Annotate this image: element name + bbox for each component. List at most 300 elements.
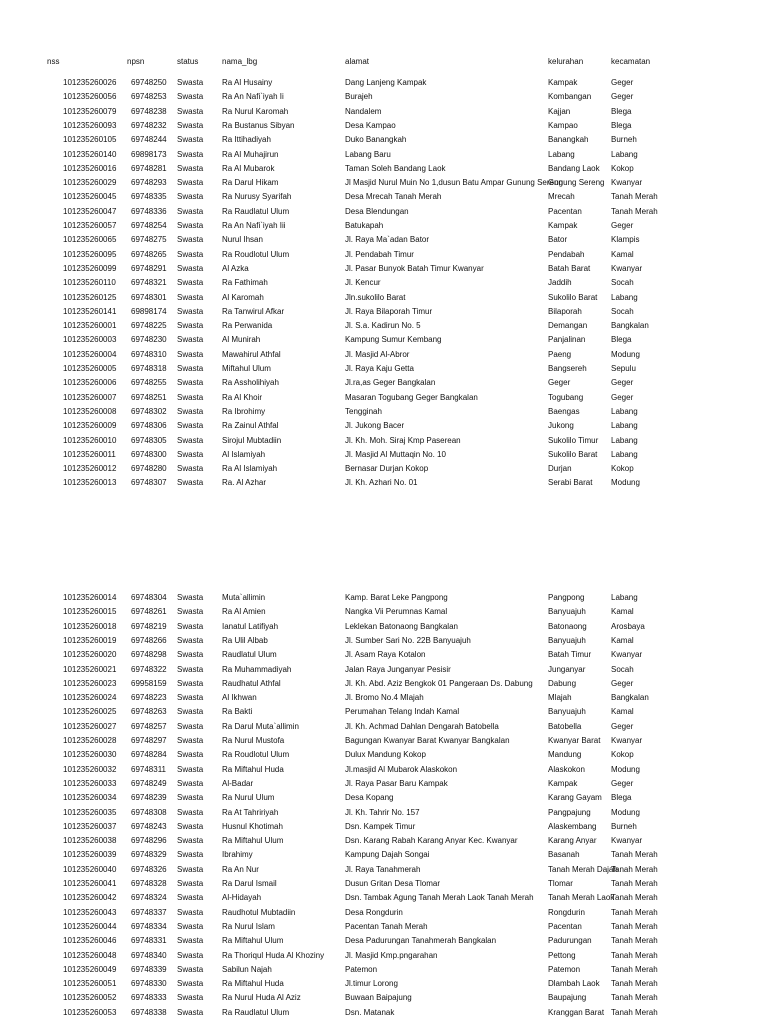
cell-alamat: Jl. Raya Kaju Getta <box>345 364 414 373</box>
table-row <box>0 620 768 634</box>
cell-kecamatan: Geger <box>611 778 634 788</box>
cell-kecamatan: Kamal <box>611 607 634 617</box>
cell-npsn: 69748255 <box>131 378 167 388</box>
cell-status: Swasta <box>177 92 204 102</box>
cell-npsn: 69748304 <box>131 593 167 602</box>
cell-npsn: 69748263 <box>131 707 167 717</box>
cell-alamat: Jl. Jukong Bacer <box>345 421 405 431</box>
cell-kelurahan: Junganyar <box>548 664 586 674</box>
cell-kecamatan: Labang <box>611 149 638 159</box>
cell-nama-lbg: Al Ikhwan <box>222 693 257 703</box>
table-row <box>0 405 768 419</box>
cell-alamat: Perumahan Telang Indah Kamal <box>345 707 460 717</box>
table-row <box>0 820 768 834</box>
cell-alamat: Duko Banangkah <box>345 135 407 145</box>
table-row <box>0 591 768 605</box>
cell-nama-lbg: Ra Ittihadiyah <box>222 135 271 145</box>
cell-status: Swasta <box>177 893 204 903</box>
cell-alamat: Jl.masjid Al Mubarok Alaskokon <box>345 764 458 774</box>
cell-nama-lbg: Raudhotul Mubtadiin <box>222 907 296 917</box>
cell-kecamatan: Tanah Merah <box>611 993 658 1003</box>
header-nss: nss <box>47 57 60 66</box>
cell-status: Swasta <box>177 964 204 974</box>
cell-kelurahan: Batobella <box>548 721 582 731</box>
cell-status: Swasta <box>177 607 204 617</box>
cell-nama-lbg: Ra Raudlatul Ulum <box>222 1007 290 1017</box>
cell-alamat: Jl. Kh. Achmad Dahlan Dengarah Batobella <box>345 721 499 731</box>
cell-status: Swasta <box>177 106 204 116</box>
cell-status: Swasta <box>177 979 204 989</box>
table-row <box>0 76 768 90</box>
header-npsn: npsn <box>127 57 145 66</box>
cell-kecamatan: Socah <box>611 664 634 674</box>
cell-kelurahan: Kampak <box>548 78 578 87</box>
cell-kelurahan: Patemon <box>548 964 581 974</box>
cell-status: Swasta <box>177 278 204 288</box>
cell-npsn: 69748324 <box>131 893 167 903</box>
table-row <box>0 376 768 390</box>
cell-kecamatan: Modung <box>611 807 640 817</box>
cell-status: Swasta <box>177 836 204 846</box>
cell-nama-lbg: Ra Miftahul Huda <box>222 979 284 989</box>
table-row <box>0 691 768 705</box>
cell-alamat: Nandalem <box>345 106 382 116</box>
cell-status: Swasta <box>177 707 204 717</box>
cell-kelurahan: Bangsereh <box>548 364 587 373</box>
cell-alamat: Patemon <box>345 964 378 974</box>
header-nama-lbg: nama_lbg <box>222 57 258 66</box>
cell-nss: 101235260049 <box>63 964 117 974</box>
cell-status: Swasta <box>177 221 204 230</box>
cell-alamat: Jl. Kh. Abd. Aziz Bengkok 01 Pangeraan Ds. Dabung <box>345 678 533 688</box>
cell-nama-lbg: Ra Assholihiyah <box>222 378 279 388</box>
cell-status: Swasta <box>177 392 204 402</box>
cell-status: Swasta <box>177 936 204 946</box>
table-row <box>0 419 768 433</box>
table-row <box>0 205 768 219</box>
table-row <box>0 906 768 920</box>
cell-npsn: 69748310 <box>131 349 167 359</box>
cell-nss: 101235260005 <box>63 364 117 373</box>
cell-status: Swasta <box>177 163 204 173</box>
cell-nss: 101235260110 <box>63 278 116 288</box>
cell-nss: 101235260020 <box>63 650 117 660</box>
cell-nss: 101235260039 <box>63 850 117 860</box>
cell-kelurahan: Durjan <box>548 464 572 474</box>
cell-status: Swasta <box>177 635 204 645</box>
table-row <box>0 763 768 777</box>
cell-alamat: Kampung Sumur Kembang <box>345 335 442 345</box>
cell-alamat: Desa Kopang <box>345 793 394 803</box>
cell-nss: 101235260004 <box>63 349 117 359</box>
cell-kelurahan: Alaskokon <box>548 764 585 774</box>
cell-kecamatan: Geger <box>611 678 634 688</box>
cell-nss: 101235260065 <box>63 235 117 245</box>
cell-npsn: 69748333 <box>131 993 167 1003</box>
cell-kelurahan: Sukolilo Barat <box>548 292 598 302</box>
cell-nama-lbg: Al-Hidayah <box>222 893 262 903</box>
cell-alamat: Masaran Togubang Geger Bangkalan <box>345 392 478 402</box>
cell-npsn: 69748308 <box>131 807 167 817</box>
table-row <box>0 920 768 934</box>
cell-alamat: Jl. S.a. Kadirun No. 5 <box>345 321 421 331</box>
cell-kecamatan: Tanah Merah <box>611 893 658 903</box>
cell-status: Swasta <box>177 921 204 931</box>
cell-kecamatan: Tanah Merah <box>611 864 658 874</box>
cell-nama-lbg: Ra Zainul Athfal <box>222 421 279 431</box>
cell-npsn: 69748254 <box>131 221 167 230</box>
cell-alamat: Jl. Raya Ma`adan Bator <box>345 235 430 245</box>
table-row <box>0 90 768 104</box>
cell-kelurahan: Padurungan <box>548 936 592 946</box>
cell-kecamatan: Tanah Merah <box>611 936 658 946</box>
cell-npsn: 69748338 <box>131 1007 167 1017</box>
cell-nama-lbg: Ra Nurul Ulum <box>222 793 275 803</box>
cell-npsn: 69748238 <box>131 106 167 116</box>
cell-nss: 101235260040 <box>63 864 117 874</box>
cell-kecamatan: Klampis <box>611 235 640 245</box>
cell-status: Swasta <box>177 750 204 760</box>
cell-alamat: Jl. Pendabah Timur <box>345 249 414 259</box>
cell-status: Swasta <box>177 693 204 703</box>
cell-nama-lbg: Ra Miftahul Huda <box>222 764 284 774</box>
table-row <box>0 748 768 762</box>
cell-npsn: 69748328 <box>131 879 167 888</box>
table-row <box>0 333 768 347</box>
cell-npsn: 69748251 <box>131 392 167 402</box>
cell-npsn: 69748257 <box>131 721 167 731</box>
cell-npsn: 69748265 <box>131 249 167 259</box>
cell-alamat: Kampung Dajah Songai <box>345 850 430 860</box>
cell-nama-lbg: Husnul Khotimah <box>222 821 283 831</box>
cell-nama-lbg: Ra Tanwirul Afkar <box>222 306 285 316</box>
cell-kecamatan: Kokop <box>611 464 634 474</box>
cell-kelurahan: Kampao <box>548 120 578 130</box>
cell-nss: 101235260057 <box>63 221 117 230</box>
cell-status: Swasta <box>177 621 204 631</box>
table-row <box>0 233 768 247</box>
table-row <box>0 1006 768 1020</box>
cell-nss: 101235260006 <box>63 378 117 388</box>
cell-alamat: Jl. Raya Pasar Baru Kampak <box>345 778 448 788</box>
cell-nss: 101235260140 <box>63 149 117 159</box>
cell-nama-lbg: Ra Roudlotul Ulum <box>222 750 290 760</box>
cell-nss: 101235260125 <box>63 292 117 302</box>
cell-nama-lbg: Ra Miftahul Ulum <box>222 836 284 846</box>
cell-alamat: Jl. Kh. Azhari No. 01 <box>345 478 418 488</box>
cell-alamat: Jln.sukolilo Barat <box>345 292 406 302</box>
cell-npsn: 69748305 <box>131 435 167 445</box>
cell-kecamatan: Tanah Merah <box>611 979 658 989</box>
cell-nss: 101235260021 <box>63 664 117 674</box>
cell-kecamatan: Tanah Merah <box>611 879 658 888</box>
table-row <box>0 877 768 891</box>
cell-npsn: 69748340 <box>131 950 167 960</box>
cell-kelurahan: Paeng <box>548 349 572 359</box>
cell-kelurahan: Kampak <box>548 778 578 788</box>
cell-nss: 101235260042 <box>63 893 117 903</box>
cell-alamat: Jl Masjid Nurul Muin No 1,dusun Batu Ampar Gunung Sereng <box>345 178 563 188</box>
cell-nama-lbg: Al Azka <box>222 263 249 273</box>
cell-nss: 101235260041 <box>63 879 117 888</box>
cell-status: Swasta <box>177 335 204 345</box>
cell-status: Swasta <box>177 263 204 273</box>
cell-alamat: Dsn. Karang Rabah Karang Anyar Kec. Kwanyar <box>345 836 518 846</box>
cell-nama-lbg: Ra An Nafi`iyah Ii <box>222 92 284 102</box>
cell-kecamatan: Kamal <box>611 249 634 259</box>
cell-nama-lbg: Ra Raudlatul Ulum <box>222 206 290 216</box>
cell-nama-lbg: Ra Al Mubarok <box>222 163 275 173</box>
table-row <box>0 949 768 963</box>
cell-nss: 101235260016 <box>63 163 117 173</box>
table-row <box>0 977 768 991</box>
cell-kecamatan: Tanah Merah <box>611 950 658 960</box>
cell-kecamatan: Geger <box>611 378 634 388</box>
table-row <box>0 934 768 948</box>
cell-status: Swasta <box>177 149 204 159</box>
cell-kecamatan: Bangkalan <box>611 693 649 703</box>
cell-npsn: 69748232 <box>131 120 167 130</box>
cell-kecamatan: Geger <box>611 392 634 402</box>
cell-npsn: 69748293 <box>131 178 167 188</box>
cell-kelurahan: Karang Anyar <box>548 836 597 846</box>
cell-nss: 101235260052 <box>63 993 117 1003</box>
cell-nama-lbg: Ra Nurul Islam <box>222 921 275 931</box>
table-row <box>0 720 768 734</box>
cell-kelurahan: Togubang <box>548 392 584 402</box>
cell-nama-lbg: Mawahirul Athfal <box>222 349 281 359</box>
cell-kecamatan: Labang <box>611 292 638 302</box>
cell-nss: 101235260051 <box>63 979 117 989</box>
cell-nama-lbg: Al Munirah <box>222 335 261 345</box>
table-row <box>0 863 768 877</box>
cell-kecamatan: Modung <box>611 349 640 359</box>
cell-nama-lbg: Ra Miftahul Ulum <box>222 936 284 946</box>
cell-nss: 101235260003 <box>63 335 117 345</box>
cell-status: Swasta <box>177 778 204 788</box>
cell-kelurahan: Tlomar <box>548 879 573 888</box>
cell-kecamatan: Tanah Merah <box>611 206 658 216</box>
cell-npsn: 69748291 <box>131 263 167 273</box>
cell-status: Swasta <box>177 879 204 888</box>
cell-status: Swasta <box>177 950 204 960</box>
cell-kelurahan: Bilaporah <box>548 306 582 316</box>
cell-nama-lbg: Raudlatul Ulum <box>222 650 277 660</box>
cell-nss: 101235260009 <box>63 421 117 431</box>
cell-nama-lbg: Ra Nurul Karomah <box>222 106 289 116</box>
cell-npsn: 69748326 <box>131 864 167 874</box>
cell-alamat: Jl. Kh. Moh. Siraj Kmp Paserean <box>345 435 461 445</box>
cell-kelurahan: Tanah Merah Laok <box>548 893 615 903</box>
table-row <box>0 448 768 462</box>
table-row <box>0 276 768 290</box>
cell-kelurahan: Basanah <box>548 850 580 860</box>
cell-alamat: Taman Soleh Bandang Laok <box>345 163 446 173</box>
cell-status: Swasta <box>177 306 204 316</box>
cell-nss: 101235260015 <box>63 607 117 617</box>
cell-alamat: Dang Lanjeng Kampak <box>345 78 427 87</box>
cell-kelurahan: Baupajung <box>548 993 587 1003</box>
cell-status: Swasta <box>177 206 204 216</box>
cell-npsn: 69748239 <box>131 793 167 803</box>
cell-status: Swasta <box>177 235 204 245</box>
cell-status: Swasta <box>177 421 204 431</box>
cell-kecamatan: Blega <box>611 106 632 116</box>
cell-nss: 101235260099 <box>63 263 117 273</box>
cell-status: Swasta <box>177 1007 204 1017</box>
cell-nss: 101235260029 <box>63 178 117 188</box>
cell-kelurahan: Mrecah <box>548 192 575 202</box>
cell-alamat: Desa Blendungan <box>345 206 409 216</box>
cell-nss: 101235260038 <box>63 836 117 846</box>
cell-alamat: Burajeh <box>345 92 373 102</box>
cell-status: Swasta <box>177 993 204 1003</box>
cell-nss: 101235260053 <box>63 1007 117 1017</box>
cell-kecamatan: Labang <box>611 593 638 602</box>
cell-npsn: 69748280 <box>131 464 167 474</box>
cell-nss: 101235260105 <box>63 135 117 145</box>
cell-npsn: 69748334 <box>131 921 167 931</box>
table-row <box>0 319 768 333</box>
cell-alamat: Kamp. Barat Leke Pangpong <box>345 593 448 602</box>
table-row <box>0 734 768 748</box>
cell-nss: 101235260011 <box>63 449 116 459</box>
table-row <box>0 891 768 905</box>
cell-npsn: 69748298 <box>131 650 167 660</box>
cell-npsn: 69748253 <box>131 92 167 102</box>
cell-alamat: Bagungan Kwanyar Barat Kwanyar Bangkalan <box>345 736 510 745</box>
cell-alamat: Tengginah <box>345 406 382 416</box>
cell-nss: 101235260012 <box>63 464 117 474</box>
table-row <box>0 305 768 319</box>
cell-status: Swasta <box>177 664 204 674</box>
cell-status: Swasta <box>177 593 204 602</box>
cell-npsn: 69748296 <box>131 836 167 846</box>
cell-nss: 101235260046 <box>63 936 117 946</box>
cell-alamat: Jl. Sumber Sari No. 22B Banyuajuh <box>345 635 471 645</box>
cell-kelurahan: Pendabah <box>548 249 585 259</box>
cell-npsn: 69748307 <box>131 478 167 488</box>
cell-kelurahan: Banyuajuh <box>548 635 586 645</box>
cell-kecamatan: Blega <box>611 120 632 130</box>
cell-nss: 101235260048 <box>63 950 117 960</box>
cell-kecamatan: Tanah Merah <box>611 964 658 974</box>
cell-nss: 101235260079 <box>63 106 117 116</box>
cell-kecamatan: Tanah Merah <box>611 921 658 931</box>
cell-alamat: Jl. Masjid Al-Abror <box>345 349 410 359</box>
table-row <box>0 248 768 262</box>
cell-npsn: 69748249 <box>131 778 167 788</box>
cell-kecamatan: Geger <box>611 221 634 230</box>
cell-alamat: Batukapah <box>345 221 384 230</box>
cell-alamat: Jl. Asam Raya Kotalon <box>345 650 426 660</box>
cell-npsn: 69748284 <box>131 750 167 760</box>
table-row <box>0 476 768 490</box>
cell-nama-lbg: Ra Bakti <box>222 707 253 717</box>
table-row <box>0 133 768 147</box>
cell-kelurahan: Dlambah Laok <box>548 979 600 989</box>
cell-npsn: 69748266 <box>131 635 167 645</box>
cell-kelurahan: Gunung Sereng <box>548 178 605 188</box>
cell-kelurahan: Dabung <box>548 678 577 688</box>
cell-alamat: Desa Kampao <box>345 120 396 130</box>
cell-status: Swasta <box>177 821 204 831</box>
cell-npsn: 69748225 <box>131 321 167 331</box>
table-row <box>0 176 768 190</box>
header-kecamatan: kecamatan <box>611 57 651 66</box>
cell-kelurahan: Mandung <box>548 750 582 760</box>
cell-nss: 101235260025 <box>63 707 117 717</box>
cell-npsn: 69898173 <box>131 149 167 159</box>
cell-nama-lbg: Ra At Tahririyah <box>222 807 279 817</box>
cell-nss: 101235260024 <box>63 693 117 703</box>
cell-kecamatan: Burneh <box>611 135 637 145</box>
cell-alamat: Jl. Raya Tanahmerah <box>345 864 421 874</box>
header-row <box>0 55 768 69</box>
cell-status: Swasta <box>177 449 204 459</box>
cell-kecamatan: Geger <box>611 78 634 87</box>
table-row <box>0 190 768 204</box>
cell-kelurahan: Kwanyar Barat <box>548 736 601 745</box>
cell-npsn: 69748230 <box>131 335 167 345</box>
cell-nss: 101235260032 <box>63 764 117 774</box>
cell-nama-lbg: Sabilun Najah <box>222 964 272 974</box>
cell-npsn: 69748322 <box>131 664 167 674</box>
cell-alamat: Leklekan Batonaong Bangkalan <box>345 621 458 631</box>
cell-alamat: Jl.ra,as Geger Bangkalan <box>345 378 436 388</box>
cell-nss: 101235260013 <box>63 478 117 488</box>
cell-alamat: Dulux Mandung Kokop <box>345 750 426 760</box>
cell-npsn: 69748223 <box>131 693 167 703</box>
cell-kelurahan: Pacentan <box>548 921 582 931</box>
table-row <box>0 391 768 405</box>
cell-kelurahan: Rongdurin <box>548 907 585 917</box>
cell-npsn: 69748335 <box>131 192 167 202</box>
cell-kecamatan: Tanah Merah <box>611 850 658 860</box>
cell-nama-lbg: Ra Muhammadiyah <box>222 664 292 674</box>
cell-kecamatan: Socah <box>611 306 634 316</box>
cell-status: Swasta <box>177 364 204 373</box>
cell-nama-lbg: Al-Badar <box>222 778 254 788</box>
cell-nss: 101235260093 <box>63 120 117 130</box>
cell-kelurahan: Baengas <box>548 406 580 416</box>
cell-status: Swasta <box>177 721 204 731</box>
table-row <box>0 777 768 791</box>
cell-nss: 101235260001 <box>63 321 117 331</box>
table-row <box>0 634 768 648</box>
cell-npsn: 69748261 <box>131 607 167 617</box>
cell-kecamatan: Blega <box>611 335 632 345</box>
cell-kecamatan: Kwanyar <box>611 836 643 846</box>
cell-alamat: Dsn. Tambak Agung Tanah Merah Laok Tanah Merah <box>345 893 534 903</box>
cell-nss: 101235260008 <box>63 406 117 416</box>
cell-kelurahan: Pangpong <box>548 593 585 602</box>
cell-kecamatan: Labang <box>611 449 638 459</box>
cell-kelurahan: Tanah Merah Dajah <box>548 864 618 874</box>
cell-kecamatan: Kwanyar <box>611 178 643 188</box>
cell-nama-lbg: Ra Darul Ismail <box>222 879 277 888</box>
cell-kelurahan: Kampak <box>548 221 578 230</box>
table-row <box>0 648 768 662</box>
cell-status: Swasta <box>177 907 204 917</box>
cell-kecamatan: Blega <box>611 793 632 803</box>
cell-alamat: Dusun Gritan Desa Tlomar <box>345 879 440 888</box>
cell-nama-lbg: Ra Bustanus Sibyan <box>222 120 295 130</box>
cell-nama-lbg: Ra Al Muhajirun <box>222 149 279 159</box>
cell-npsn: 69748219 <box>131 621 167 631</box>
cell-nss: 101235260014 <box>63 593 117 602</box>
cell-nama-lbg: Al Karomah <box>222 292 264 302</box>
